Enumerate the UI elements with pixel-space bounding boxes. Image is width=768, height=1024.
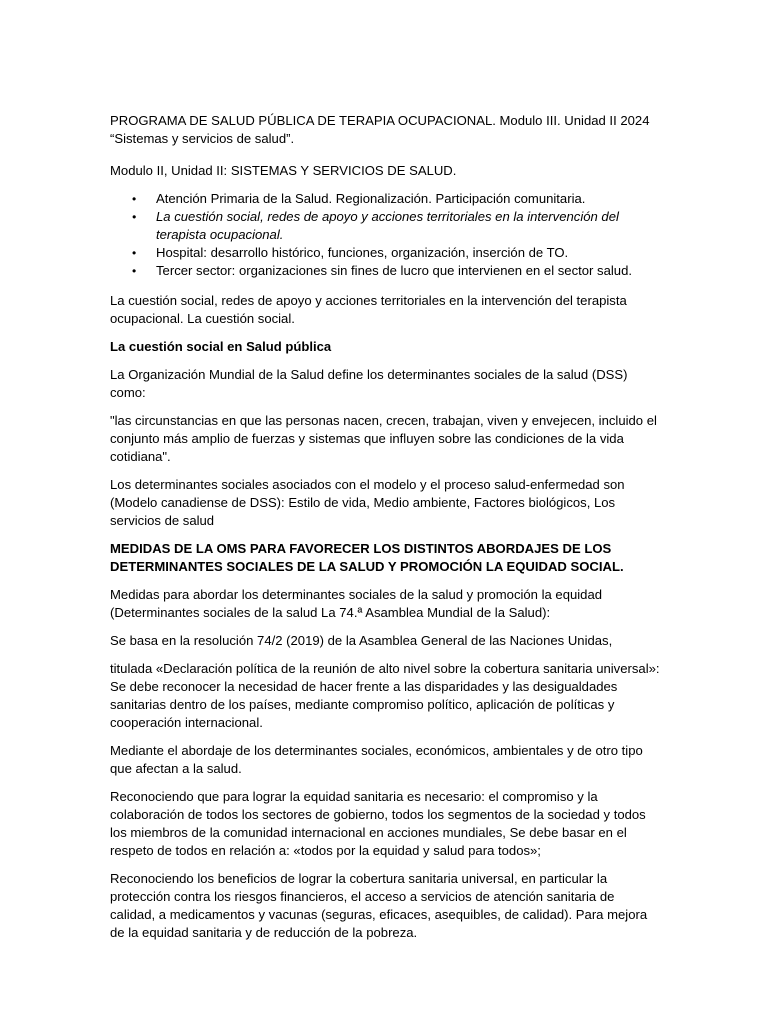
list-item <box>110 262 662 280</box>
list-item <box>110 190 662 208</box>
list-item-text: Hospital: desarrollo histórico, funciones, organización, inserción de TO. <box>156 245 569 260</box>
program-title: PROGRAMA DE SALUD PÚBLICA DE TERAPIA OCUPACIONAL. Modulo III. Unidad II 2024 <box>110 113 650 128</box>
paragraph: Mediante el abordaje de los determinantes sociales, económicos, ambientales y de otro tipo que afectan a la salud. <box>110 743 643 776</box>
paragraph: titulada «Declaración política de la reunión de alto nivel sobre la cobertura sanitaria universal»: Se debe reconocer la necesidad de hacer frente a las disparidades y las desigualdades sanitarias dentro de los países, mediante compromiso político, aplicación de políticas y cooperación internacional. <box>110 661 660 730</box>
document-page <box>110 112 662 952</box>
paragraph: Se basa en la resolución 74/2 (2019) de la Asamblea General de las Naciones Unidas, <box>110 633 613 648</box>
list-item-text: La cuestión social, redes de apoyo y acciones territoriales en la intervención del terapista ocupacional. <box>156 209 619 242</box>
module-title: Modulo II, Unidad II: SISTEMAS Y SERVICIOS DE SALUD. <box>110 163 457 178</box>
list-item <box>110 208 662 244</box>
list-item-text: Tercer sector: organizaciones sin fines de lucro que intervienen en el sector salud. <box>156 263 632 278</box>
intro-paragraph: La cuestión social, redes de apoyo y acciones territoriales en la intervención del terapista ocupacional. La cuestión social. <box>110 293 627 326</box>
topics-list <box>110 190 662 280</box>
program-subtitle: “Sistemas y servicios de salud”. <box>110 131 295 146</box>
bullet-icon: • <box>132 210 137 224</box>
bullet-icon: • <box>132 192 137 206</box>
paragraph: Los determinantes sociales asociados con el modelo y el proceso salud-enfermedad son (Modelo canadiense de DSS): Estilo de vida, Medio ambiente, Factores biológicos, Los servicios de salud <box>110 477 625 528</box>
section-heading: La cuestión social en Salud pública <box>110 339 332 354</box>
list-item <box>110 244 662 262</box>
paragraph: La Organización Mundial de la Salud define los determinantes sociales de la salud (DSS) como: <box>110 367 628 400</box>
document-header <box>110 112 662 148</box>
quote-paragraph: "las circunstancias en que las personas nacen, crecen, trabajan, viven y envejecen, incluido el conjunto más amplio de fuerzas y sistemas que influyen sobre las condiciones de la vida cotidiana". <box>110 413 657 464</box>
bullet-icon: • <box>132 264 137 278</box>
bullet-icon: • <box>132 246 137 260</box>
paragraph: Medidas para abordar los determinantes sociales de la salud y promoción la equidad (Determinantes sociales de la salud La 74.ª Asamblea Mundial de la Salud): <box>110 587 603 620</box>
paragraph: Reconociendo que para lograr la equidad sanitaria es necesario: el compromiso y la colaboración de todos los sectores de gobierno, todos los segmentos de la sociedad y todos los miembros de la comunidad internacional en acciones mundiales, Se debe basar en el respeto de todos en relación a: «todos por la equidad y salud para todos»; <box>110 789 646 858</box>
paragraph: Reconociendo los beneficios de lograr la cobertura sanitaria universal, en particular la protección contra los riesgos financieros, el acceso a servicios de atención sanitaria de calidad, a medicamentos y vacunas (seguras, eficaces, asequibles, de calidad). Para mejora de la equidad sanitaria y de reducción de la pobreza. <box>110 871 648 940</box>
section-heading: MEDIDAS DE LA OMS PARA FAVORECER LOS DISTINTOS ABORDAJES DE LOS DETERMINANTES SOCIALES DE LA SALUD Y PROMOCIÓN LA EQUIDAD SOCIAL. <box>110 541 624 574</box>
list-item-text: Atención Primaria de la Salud. Regionalización. Participación comunitaria. <box>156 191 586 206</box>
